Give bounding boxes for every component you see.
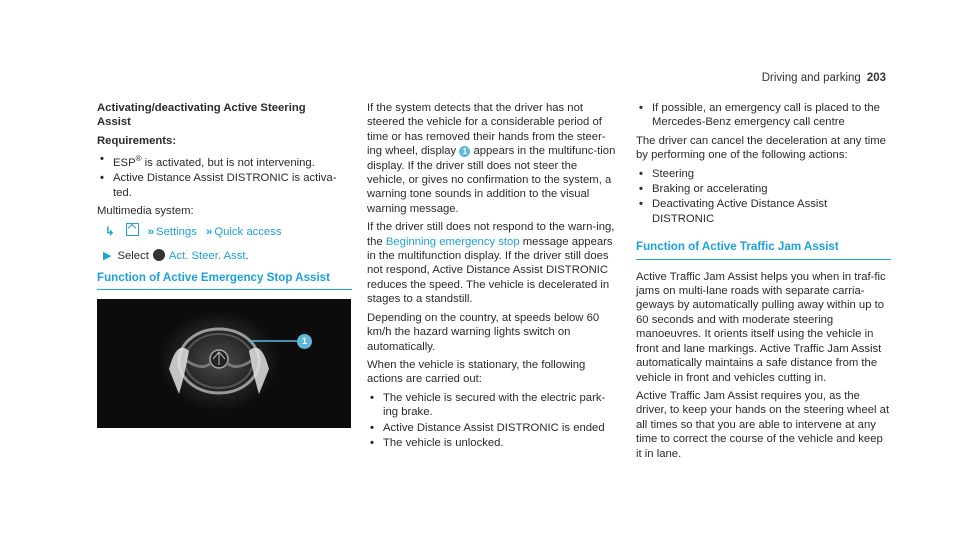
page-number: 203: [866, 72, 886, 84]
paragraph: Active Traffic Jam Assist helps you when in traf-fic jams on multi-lane roads with separate carria-geways by automatically pulling away within up to 60 seconds and with moderate steering manoeuvres. It orients itself using the vehicle in front and lane markings. Active Traffic Jam Assist automatically maintains a safe distance from the vehicle in front and vehicles cutting in.: [636, 270, 886, 384]
action-arrow-icon: ▶: [103, 250, 112, 263]
double-chevron-icon: »: [206, 225, 213, 238]
heading-steering-assist: Activating/deactivating Active Steering Assist: [97, 102, 306, 129]
page-header: [762, 72, 886, 84]
double-chevron-icon: »: [147, 225, 155, 238]
list-item: • The vehicle is secured with the electric park-ing brake.: [370, 391, 606, 419]
column-1: [97, 101, 352, 431]
steering-wheel-illustration: [97, 299, 351, 428]
callout-badge: 1: [297, 334, 312, 349]
home-icon: [126, 223, 139, 236]
paragraph: The driver can cancel the deceleration at any time by performing one of the following actions:: [636, 134, 886, 162]
list-item: • Steering: [639, 167, 695, 180]
list-item: • The vehicle is unlocked.: [370, 436, 504, 449]
turn-arrow-icon: ↳: [105, 225, 115, 238]
select-instruction: ▶ Select Act. Steer. Asst.: [103, 250, 249, 263]
multimedia-label: Multimedia system:: [97, 205, 194, 218]
display-badge-icon: 1: [459, 146, 470, 157]
emergency-stop-message-link: Beginning emergency stop: [385, 235, 520, 248]
column-2: [367, 101, 617, 451]
paragraph: If the system detects that the driver has not steered the vehicle for a considerable period of time or has removed their hands from the steer-ing wheel, display 1 appears in the multifunc-tion display. If the driver still does not steer the vehicle, or gives no confirmation to the system, a warning tone sounds in addition to the visual warning message.: [367, 102, 616, 215]
column-3: [636, 101, 891, 465]
paragraph: Active Traffic Jam Assist requires you, as the driver, to keep your hands on the steering wheel at all times so that you are able to intervene at any time to correct the course of the vehicle and keep it in lane.: [636, 389, 890, 460]
header-section: Driving and parking: [761, 72, 861, 84]
paragraph: Depending on the country, at speeds below 60 km/h the hazard warning lights switch on automatically.: [367, 311, 600, 353]
paragraph: If the driver still does not respond to the warn-ing, the Beginning emergency stop message appears in the multifunction display. If the driver still does not respond, Active Distance Assist DISTRONIC reduces the speed. The vehicle is decelerated in stages to a standstill.: [367, 221, 615, 306]
paragraph: When the vehicle is stationary, the following actions are carried out:: [367, 358, 586, 386]
act-steer-asst-link[interactable]: Act. Steer. Asst: [168, 250, 246, 263]
menu-settings-link[interactable]: Settings: [156, 225, 197, 238]
menu-path: [97, 223, 352, 239]
steering-wheel-icon: [153, 249, 165, 261]
list-item: • Active Distance Assist DISTRONIC is activa-ted.: [100, 172, 337, 199]
list-item: • Braking or accelerating: [639, 183, 768, 196]
list-item: • ESP® is activated, but is not intervening.: [100, 153, 315, 169]
requirements-label: Requirements:: [97, 134, 177, 147]
figure-steering-wheel: [97, 299, 351, 428]
menu-quick-access-link[interactable]: Quick access: [214, 225, 282, 238]
section-title-emergency-stop: Function of Active Emergency Stop Assist: [97, 271, 352, 290]
list-item: • Active Distance Assist DISTRONIC is ended: [370, 421, 605, 434]
list-item: • If possible, an emergency call is placed to the Mercedes-Benz emergency call centre: [639, 102, 880, 129]
section-title-traffic-jam: Function of Active Traffic Jam Assist: [636, 240, 891, 259]
list-item: • Deactivating Active Distance Assist DISTRONIC: [639, 198, 828, 225]
